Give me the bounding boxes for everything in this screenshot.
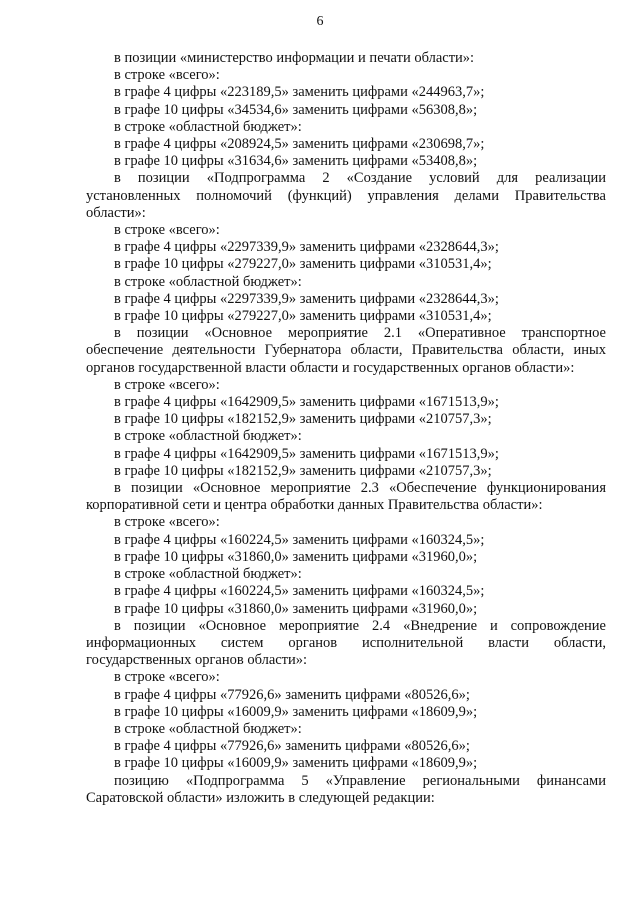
page-number: 6: [316, 14, 324, 29]
text-line: в строке «всего»:: [114, 376, 220, 393]
text-line: в строке «всего»:: [114, 67, 220, 84]
text-line: в строке «областной бюджет»:: [114, 118, 302, 135]
document-body: [86, 50, 606, 807]
text-line: в графе 4 цифры «2297339,9» заменить цифрами «2328644,3»;: [114, 290, 499, 307]
text-line: в графе 10 цифры «31860,0» заменить цифрами «31960,0»;: [114, 600, 478, 617]
paragraph: в позиции «Основное мероприятие 2.3 «Обеспечение функционирования корпоративной сети и центра обработки данных Правительства области»:: [86, 480, 606, 514]
text-line: в графе 10 цифры «31634,6» заменить цифрами «53408,8»;: [114, 153, 478, 170]
text-line: в графе 4 цифры «1642909,5» заменить цифрами «1671513,9»;: [114, 394, 499, 411]
paragraph: в позиции «Основное мероприятие 2.1 «Оперативное транспортное обеспечение деятельности Губернатора области, Правительства области, иных органов государственной власти области и государственных органов области»:: [86, 325, 606, 376]
text-line: в графе 4 цифры «160224,5» заменить цифрами «160324,5»;: [114, 583, 485, 600]
paragraph: в позиции «Основное мероприятие 2.4 «Внедрение и сопровождение информационных систем органов исполнительной власти области, государственных органов области»:: [86, 617, 606, 669]
text-line: в строке «всего»:: [114, 669, 220, 686]
text-line: в графе 10 цифры «279227,0» заменить цифрами «310531,4»;: [114, 256, 492, 273]
text-line: в строке «областной бюджет»:: [114, 428, 302, 445]
text-line: в графе 4 цифры «2297339,9» заменить цифрами «2328644,3»;: [114, 239, 499, 256]
text-line: в позиции «министерство информации и печати области»:: [114, 50, 475, 66]
text-line: в графе 10 цифры «182152,9» заменить цифрами «210757,3»;: [114, 462, 492, 479]
paragraph: в позиции «Подпрограмма 2 «Создание условий для реализации установленных полномочий (функций) управления делами Правительства области»:: [86, 170, 606, 221]
text-line: в графе 10 цифры «279227,0» заменить цифрами «310531,4»;: [114, 308, 492, 325]
paragraph: позицию «Подпрограмма 5 «Управление региональными финансами Саратовской области» изложить в следующей редакции:: [86, 772, 606, 806]
text-line: в графе 10 цифры «182152,9» заменить цифрами «210757,3»;: [114, 411, 492, 428]
text-line: в графе 4 цифры «77926,6» заменить цифрами «80526,6»;: [114, 738, 470, 755]
text-line: в графе 4 цифры «208924,5» заменить цифрами «230698,7»;: [114, 136, 485, 153]
text-line: в графе 10 цифры «16009,9» заменить цифрами «18609,9»;: [114, 755, 478, 772]
text-line: в графе 4 цифры «223189,5» заменить цифрами «244963,7»;: [114, 84, 485, 101]
text-line: в строке «областной бюджет»:: [114, 273, 302, 290]
text-line: в графе 4 цифры «160224,5» заменить цифрами «160324,5»;: [114, 531, 485, 548]
text-line: в графе 4 цифры «77926,6» заменить цифрами «80526,6»;: [114, 686, 470, 703]
text-line: в графе 10 цифры «34534,6» заменить цифрами «56308,8»;: [114, 101, 478, 118]
text-line: в строке «областной бюджет»:: [114, 720, 302, 737]
text-line: в строке «областной бюджет»:: [114, 566, 302, 583]
text-line: в строке «всего»:: [114, 514, 220, 531]
text-line: в графе 10 цифры «16009,9» заменить цифрами «18609,9»;: [114, 703, 478, 720]
text-line: в графе 4 цифры «1642909,5» заменить цифрами «1671513,9»;: [114, 445, 499, 462]
text-line: в графе 10 цифры «31860,0» заменить цифрами «31960,0»;: [114, 548, 478, 565]
text-line: в строке «всего»:: [114, 222, 220, 239]
